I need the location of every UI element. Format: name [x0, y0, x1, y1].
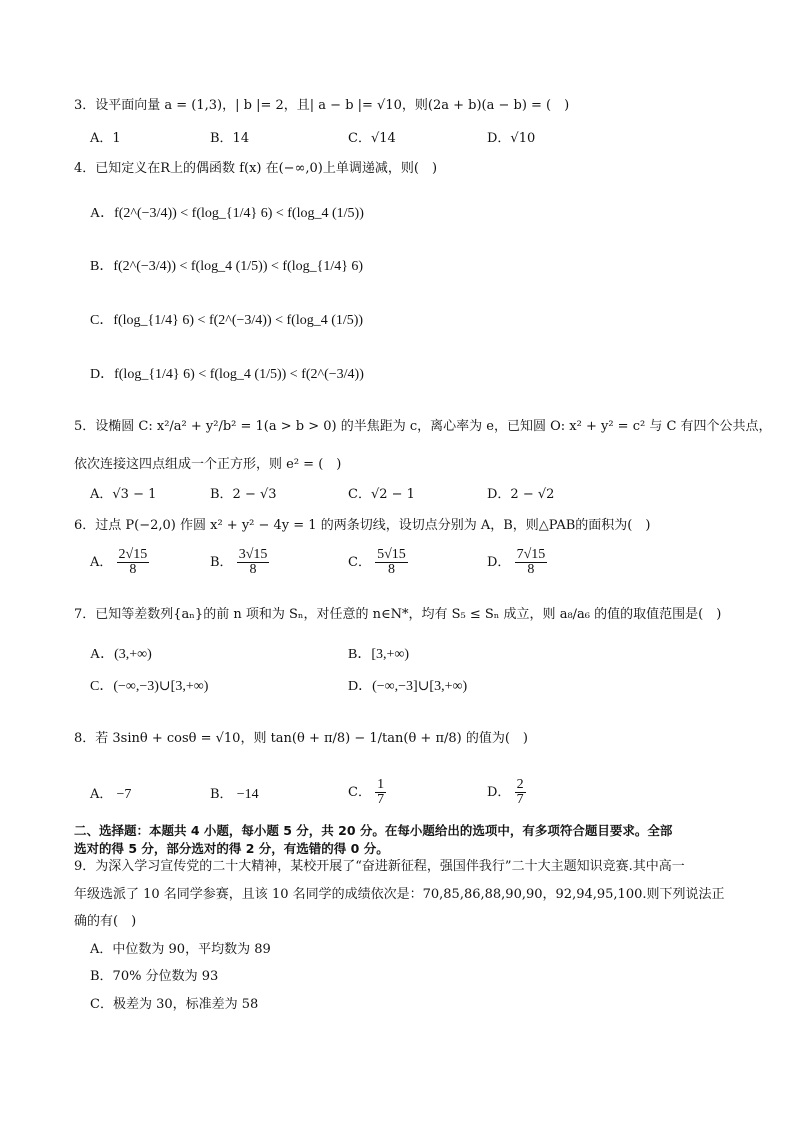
q4-option-a: A．f(2^(−3/4)) < f(log_{1/4} 6) < f(log_4 (1/5)) — [90, 206, 364, 221]
q9-option-c: C．极差为 30，标准差为 58 — [90, 997, 259, 1012]
section2-header-line2: 选对的得 5 分，部分选对的得 2 分，有选错的得 0 分。 — [74, 841, 389, 856]
q7-option-a: A．(3,+∞) — [90, 647, 152, 662]
q6-option-a — [90, 548, 149, 577]
q6-stem: 6．过点 P(−2,0) 作圆 x² + y² − 4y = 1 的两条切线，设切点分别为 A，B，则△PAB的面积为( ) — [74, 518, 651, 533]
q8-option-d-fraction — [515, 778, 526, 807]
q7-option-b: B．[3,+∞) — [348, 647, 410, 662]
q6-option-c-numerator: 5√15 — [377, 547, 406, 562]
q3-stem: 3．设平面向量 a = (1,3)，| b |= 2，且| a − b |= √10，则(2a + b)(a − b) = ( ) — [74, 98, 570, 113]
q4-option-d: D．f(log_{1/4} 6) < f(log_4 (1/5)) < f(2^(−3/4)) — [90, 367, 364, 382]
q8-option-b-letter: B． — [210, 787, 233, 802]
q7-option-c: C．(−∞,−3)∪[3,+∞) — [90, 679, 209, 694]
q9-stem-line2: 年级选派了 10 名同学参赛，且该 10 名同学的成绩依次是：70,85,86,88,90,90，92,94,95,100.则下列说法正 — [74, 887, 725, 902]
q8-option-d-numerator: 2 — [516, 777, 524, 792]
q5-stem-line1: 5．设椭圆 C: x²/a² + y²/b² = 1(a > b > 0) 的半焦距为 c，离心率为 e，已知圆 O: x² + y² = c² 与 C 有四个公共点， — [74, 419, 772, 434]
q5-option-d: D．2 − √2 — [487, 487, 555, 502]
q7-stem: 7．已知等差数列{aₙ}的前 n 项和为 Sₙ，对任意的 n∈N*，均有 S₅ ≤ Sₙ 成立，则 a₈/a₆ 的值的取值范围是( ) — [74, 607, 722, 622]
q8-option-c — [348, 778, 386, 807]
q3-option-d: D．√10 — [487, 131, 536, 146]
q6-option-a-fraction — [117, 548, 150, 577]
q6-option-a-numerator: 2√15 — [118, 547, 148, 562]
q6-option-d-numerator: 7√15 — [516, 547, 546, 562]
q8-option-d-denominator: 7 — [516, 792, 524, 807]
q8-option-c-fraction — [375, 778, 386, 807]
q8-option-c-numerator: 1 — [377, 777, 385, 792]
section2-header-line1: 二、选择题：本题共 4 小题，每小题 5 分，共 20 分。在每小题给出的选项中，有多项符合题目要求。全部 — [74, 823, 673, 838]
q4-option-c: C．f(log_{1/4} 6) < f(2^(−3/4)) < f(log_4 (1/5)) — [90, 313, 364, 328]
q8-option-a-value: −7 — [116, 787, 132, 802]
q8-option-b — [210, 786, 259, 804]
q6-option-c-denominator: 8 — [387, 562, 395, 577]
q8-option-d — [487, 778, 526, 807]
q6-option-b-numerator: 3√15 — [238, 547, 268, 562]
q9-stem-line3: 确的有( ) — [74, 914, 137, 929]
q8-option-a — [90, 786, 131, 804]
q8-option-a-letter: A． — [90, 787, 113, 802]
q5-option-c: C．√2 − 1 — [348, 487, 415, 502]
q6-option-b-denominator: 8 — [249, 562, 257, 577]
q5-option-a: A．√3 − 1 — [90, 487, 157, 502]
q3-option-a: A．1 — [90, 131, 121, 146]
q6-option-d — [487, 548, 547, 577]
q8-option-c-denominator: 7 — [377, 792, 385, 807]
q4-stem: 4．已知定义在R上的偶函数 f(x) 在(−∞,0)上单调递减，则( ) — [74, 161, 438, 176]
q9-stem-line1: 9．为深入学习宣传党的二十大精神，某校开展了“奋进新征程，强国伴我行”二十大主题知识竞赛.其中高一 — [74, 859, 685, 874]
q5-option-b: B．2 − √3 — [210, 487, 277, 502]
q3-option-b: B．14 — [210, 131, 250, 146]
q8-stem: 8．若 3sinθ + cosθ = √10，则 tan(θ + π/8) − 1/tan(θ + π/8) 的值为( ) — [74, 731, 529, 746]
q6-option-b-letter: B． — [210, 555, 233, 570]
q6-option-a-letter: A． — [90, 555, 113, 570]
q6-option-c-fraction — [375, 548, 408, 577]
q3-option-c: C．√14 — [348, 131, 396, 146]
q5-stem-line2: 依次连接这四点组成一个正方形，则 e² = ( ) — [74, 457, 342, 472]
q6-option-b-fraction — [237, 548, 270, 577]
q4-option-b: B．f(2^(−3/4)) < f(log_4 (1/5)) < f(log_{1/4} 6) — [90, 259, 364, 274]
q9-option-b: B．70% 分位数为 93 — [90, 969, 219, 984]
q6-option-c-letter: C． — [348, 555, 371, 570]
q6-option-d-denominator: 8 — [527, 562, 535, 577]
q6-option-b — [210, 548, 269, 577]
q6-option-a-denominator: 8 — [129, 562, 137, 577]
q6-option-d-letter: D． — [487, 555, 511, 570]
q6-option-d-fraction — [515, 548, 548, 577]
q9-option-a: A．中位数为 90，平均数为 89 — [90, 942, 271, 957]
q6-option-c — [348, 548, 408, 577]
q8-option-b-value: −14 — [236, 787, 259, 802]
q8-option-c-letter: C． — [348, 785, 371, 800]
q8-option-d-letter: D． — [487, 785, 511, 800]
q7-option-d: D．(−∞,−3]∪[3,+∞) — [348, 679, 468, 694]
